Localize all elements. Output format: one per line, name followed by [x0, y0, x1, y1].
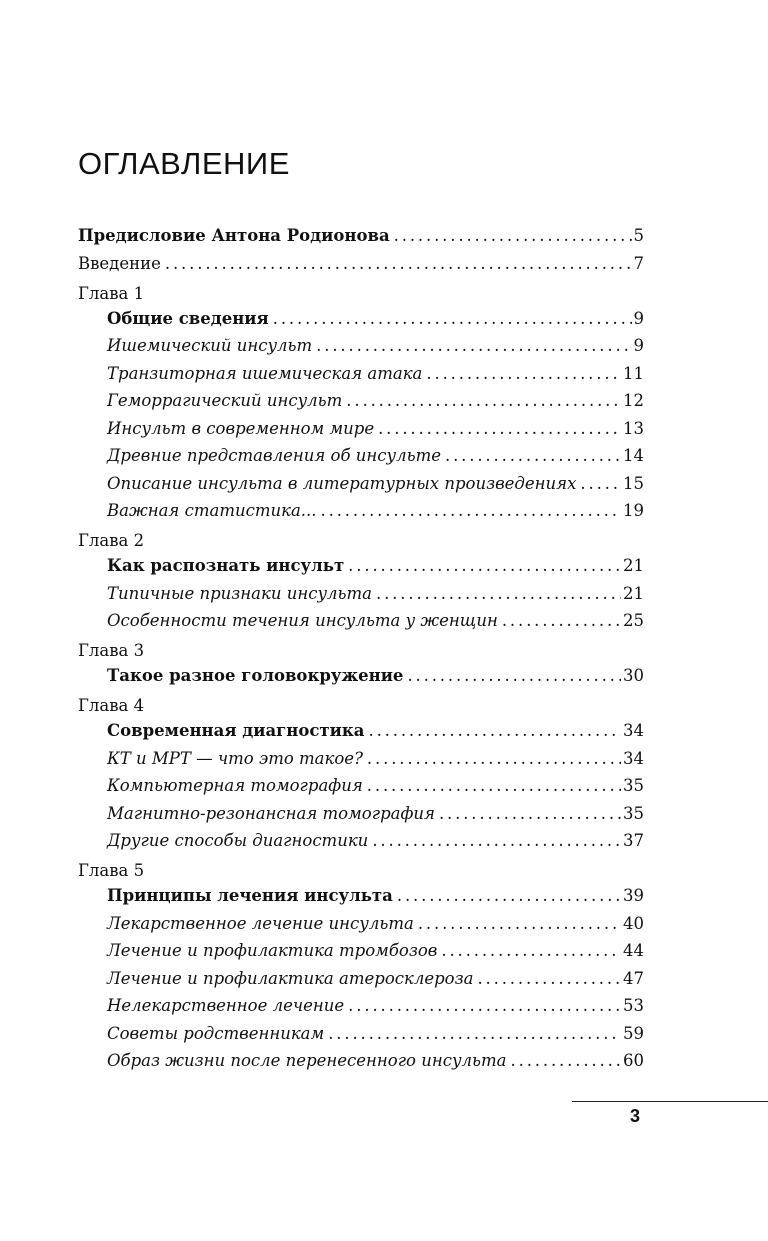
toc-entry-page: 35	[623, 803, 644, 823]
toc-entry-page: 35	[623, 776, 644, 795]
page-title: ОГЛАВЛЕНИЕ	[78, 146, 290, 181]
toc-entry-page: 60	[623, 1051, 644, 1070]
toc-entry-page: 47	[623, 968, 644, 988]
dot-leader	[328, 1020, 621, 1048]
toc-entry-title: Инсульт в современном мире	[107, 418, 375, 438]
toc-entry[interactable]	[78, 580, 644, 608]
toc-entry[interactable]	[78, 607, 644, 635]
toc-entry-page: 12	[623, 391, 644, 410]
toc-entry-page: 25	[623, 611, 644, 630]
toc-entry-title: Современная диагностика	[107, 721, 365, 740]
toc-entry-page: 5	[633, 226, 644, 245]
toc-entry-title: Транзиторная ишемическая атака	[107, 363, 423, 383]
toc-entry-title: Принципы лечения инсульта	[107, 886, 393, 905]
dot-leader	[368, 717, 621, 745]
dot-leader	[165, 250, 632, 278]
toc-entry[interactable]	[78, 772, 644, 800]
toc-entry[interactable]	[78, 442, 644, 470]
chapter-label: Глава 5	[78, 861, 145, 880]
dot-leader	[372, 827, 621, 855]
toc-entry-title: Геморрагический инсульт	[107, 391, 343, 410]
dot-leader	[439, 800, 621, 828]
toc-entry-title: Лекарственное лечение инсульта	[107, 913, 414, 933]
toc-entry-title: Другие способы диагностики	[107, 831, 369, 850]
toc-entry-page: 40	[623, 913, 644, 933]
toc-entry-title: Магнитно-резонансная томография	[107, 803, 435, 823]
dot-leader	[346, 387, 621, 415]
dot-leader	[580, 470, 621, 498]
toc-entry[interactable]	[78, 800, 644, 828]
toc-entry-title: Ишемический инсульт	[107, 336, 313, 355]
toc-entry[interactable]	[78, 305, 644, 333]
toc-entry-title: Образ жизни после перенесенного инсульта	[107, 1051, 507, 1070]
dot-leader	[407, 662, 621, 690]
toc-entry[interactable]	[78, 1020, 644, 1048]
dot-leader	[273, 305, 632, 333]
toc-entry-title: Типичные признаки инсульта	[107, 583, 372, 603]
toc-entry-page: 44	[623, 941, 644, 960]
toc-entry-page: 7	[633, 253, 644, 273]
toc-entry[interactable]	[78, 415, 644, 443]
toc-entry-title: Как распознать инсульт	[107, 556, 345, 575]
chapter-label: Глава 1	[78, 283, 145, 303]
toc-entry-page: 30	[623, 666, 644, 685]
dot-leader	[378, 415, 621, 443]
toc-entry-page: 39	[623, 886, 644, 905]
toc-entry-title: КТ и МРТ — что это такое?	[107, 748, 363, 768]
toc-entry-page: 21	[623, 556, 644, 575]
dot-leader	[426, 360, 621, 388]
dot-leader	[441, 937, 621, 965]
dot-leader	[348, 992, 621, 1020]
dot-leader	[348, 552, 621, 580]
toc-entry-title: Нелекарственное лечение	[107, 996, 345, 1015]
dot-leader	[394, 222, 632, 250]
chapter-label: Глава 3	[78, 641, 145, 660]
chapter-label: Глава 4	[78, 696, 145, 715]
toc-entry[interactable]	[78, 745, 644, 773]
toc-entry[interactable]	[78, 387, 644, 415]
toc-entry-page: 37	[623, 831, 644, 850]
toc-entry-title: Такое разное головокружение	[107, 666, 404, 685]
toc-entry-title: Особенности течения инсульта у женщин	[107, 611, 498, 630]
toc-entry-title: Важная статистика...	[107, 501, 317, 520]
toc-entry-title: Советы родственникам	[107, 1023, 325, 1043]
toc-entry-page: 9	[633, 308, 644, 328]
toc-entry-page: 34	[623, 748, 644, 768]
dot-leader	[511, 1047, 621, 1075]
dot-leader	[316, 332, 631, 360]
toc-entry-introduction[interactable]	[78, 250, 644, 278]
toc-entry-page: 14	[623, 446, 644, 465]
toc-entry-title: Древние представления об инсульте	[107, 446, 441, 465]
toc-entry[interactable]	[78, 332, 644, 360]
toc-entry-page: 21	[623, 583, 644, 603]
dot-leader	[321, 497, 621, 525]
dot-leader	[502, 607, 621, 635]
toc-entry[interactable]	[78, 552, 644, 580]
toc-entry-page: 13	[623, 418, 644, 438]
toc-entry-page: 34	[623, 721, 644, 740]
page-number: 3	[630, 1106, 641, 1126]
toc-entry[interactable]	[78, 662, 644, 690]
dot-leader	[418, 910, 621, 938]
toc-entry-title: Общие сведения	[107, 308, 269, 328]
toc-entry-title: Компьютерная томография	[107, 776, 363, 795]
dot-leader	[445, 442, 621, 470]
dot-leader	[367, 745, 621, 773]
footer-rule	[572, 1101, 768, 1102]
toc-entry[interactable]	[78, 1047, 644, 1075]
chapter-label: Глава 2	[78, 531, 145, 550]
toc-entry[interactable]	[78, 827, 644, 855]
toc-entry-page: 59	[623, 1023, 644, 1043]
toc-entry-page: 9	[633, 336, 644, 355]
dot-leader	[376, 580, 621, 608]
toc-entry-title: Лечение и профилактика атеросклероза	[107, 968, 474, 988]
toc-entry[interactable]	[78, 992, 644, 1020]
toc-entry-page: 53	[623, 996, 644, 1015]
toc-entry-preface[interactable]	[78, 222, 644, 250]
toc-entry-title: Введение	[78, 253, 161, 273]
toc-entry[interactable]	[78, 882, 644, 910]
toc-entry[interactable]	[78, 717, 644, 745]
toc-entry-page: 15	[623, 473, 644, 493]
toc-entry-title: Предисловие Антона Родионова	[78, 226, 390, 245]
toc-entry[interactable]	[78, 360, 644, 388]
dot-leader	[397, 882, 621, 910]
chapter-list	[78, 283, 644, 1075]
toc-entry[interactable]	[78, 497, 644, 525]
dot-leader	[367, 772, 621, 800]
toc-entry-title: Лечение и профилактика тромбозов	[107, 941, 438, 960]
toc-entry[interactable]	[78, 910, 644, 938]
toc-entry[interactable]	[78, 965, 644, 993]
dot-leader	[477, 965, 621, 993]
toc-entry[interactable]	[78, 470, 644, 498]
toc-entry-title: Описание инсульта в литературных произведениях	[107, 473, 577, 493]
toc-entry-page: 11	[623, 363, 644, 383]
toc-entry-page: 19	[623, 501, 644, 520]
toc-entry[interactable]	[78, 937, 644, 965]
table-of-contents	[78, 222, 644, 1075]
